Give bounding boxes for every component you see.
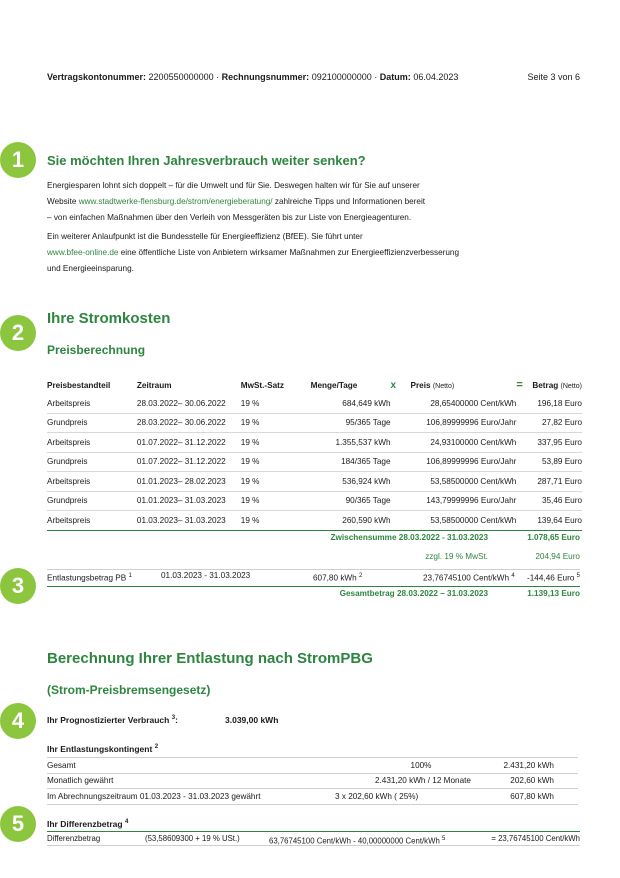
date-value: 06.04.2023 [413, 72, 459, 82]
energy-advice-link[interactable]: www.stadtwerke-flensburg.de/strom/energieberatung/ [78, 197, 273, 206]
forecast-label: Ihr Prognostizierter Verbrauch $^3$: [47, 715, 178, 725]
quota-table [47, 757, 578, 805]
bfee-link[interactable]: www.bfee-online.de [47, 248, 119, 257]
date-label: Datum: [379, 72, 411, 82]
vat-value: 204,94 Euro [535, 552, 580, 561]
table-row: Arbeitspreis 01.07.2022– 31.12.2022 19 % 1.355,537 kWh 24,93100000 Cent/kWh 337,95 Euro [47, 433, 582, 453]
subtotal-value: 1.078,65 Euro [527, 533, 580, 542]
table-row: Im Abrechnungszeitraum 01.03.2023 - 31.03.2023 gewährt 3 x 202,60 kWh ( 25%) 607,80 kWh [47, 789, 578, 805]
tips-paragraph-2: Ein weiterer Anlaufpunkt ist die Bundesstelle für Energieeffizienz (BfEE). Sie führt unter www.bfee-online.de eine öffentliche Liste von Anbietern wirksamer Maßnahmen zur Energieeffizienzverbesserung und Energieeinsparung. [47, 232, 460, 273]
table-row: Arbeitspreis 01.03.2023– 31.03.2023 19 % 260,590 kWh 53,58500000 Cent/kWh 139,64 Euro [47, 511, 582, 531]
table-row: Arbeitspreis 28.03.2022– 30.06.2022 19 % 684,649 kWh 28,65400000 Cent/kWh 196,18 Euro [47, 394, 582, 413]
step-badge-3: 3 [0, 568, 36, 604]
table-row: Grundpreis 01.01.2023– 31.03.2023 19 % 90/365 Tage 143,79999996 Euro/Jahr 35,46 Euro [47, 491, 582, 511]
invoice-number-value: 092100000000 [311, 72, 372, 82]
total-label: Gesamtbetrag 28.03.2022 – 31.03.2023 [339, 589, 488, 598]
table-row: Grundpreis 28.03.2022– 30.06.2022 19 % 95/365 Tage 106,89999996 Euro/Jahr 27,82 Euro [47, 413, 582, 433]
document-header [47, 72, 580, 82]
relief-quantity: 607,80 kWh $^2$ [313, 573, 363, 583]
difference-formula-1: (53,58609300 + 19 % USt.) [145, 834, 240, 843]
vat-label: zzgl. 19 % MwSt. [425, 552, 488, 561]
total-value: 1.139,13 Euro [527, 589, 580, 598]
difference-title: Ihr Differenzbetrag $^4$ [47, 819, 129, 829]
relief-period: 01.03.2023 - 31.03.2023 [161, 571, 251, 580]
col-equals: = [516, 379, 523, 391]
table-row: Grundpreis 01.07.2022– 31.12.2022 19 % 184/365 Tage 106,89999996 Euro/Jahr 53,89 Euro [47, 452, 582, 472]
table-row: Arbeitspreis 01.01.2023– 28.02.2023 19 % 536,924 kWh 53,58500000 Cent/kWh 287,71 Euro [47, 472, 582, 492]
difference-row [47, 831, 580, 846]
relief-price: 23,76745100 Cent/kWh $^4$ [423, 573, 515, 583]
account-number-value: 2200550000000 [148, 72, 214, 82]
difference-result: = 23,76745100 Cent/kWh [491, 834, 580, 843]
relief-label: Entlastungsbetrag PB $^1$ [47, 573, 132, 583]
table-row: Monatlich gewährt 2.431,20 kWh / 12 Monate 202,60 kWh [47, 773, 578, 789]
section-title-tips: Sie möchten Ihren Jahresverbrauch weiter senken? [47, 153, 366, 168]
col-price: Preis (Netto) [410, 380, 455, 390]
page-number: Seite 3 von 6 [527, 72, 580, 82]
step-badge-4: 4 [0, 703, 36, 739]
section-subtitle-pricing: Preisberechnung [47, 343, 146, 357]
col-component: Preisbestandteil [47, 380, 111, 390]
col-amount: Betrag (Netto) [532, 380, 582, 390]
step-badge-1: 1 [0, 142, 36, 178]
step-badge-5: 5 [0, 806, 36, 842]
section-title-relief: Berechnung Ihrer Entlastung nach StromPBG [47, 650, 373, 667]
price-table-header [47, 376, 582, 394]
col-times: x [390, 379, 397, 391]
account-number-label: Vertragskontonummer: [47, 72, 147, 82]
invoice-number-label: Rechnungsnummer: [221, 72, 310, 82]
section-title-costs: Ihre Stromkosten [47, 310, 171, 327]
difference-formula-2: 63,76745100 Cent/kWh - 40,00000000 Cent/kWh $^5$ [269, 836, 446, 846]
col-period: Zeitraum [136, 380, 172, 390]
section-subtitle-law: (Strom-Preisbremsengesetz) [47, 683, 211, 697]
quota-title: Ihr Entlastungskontingent $^2$ [47, 744, 159, 754]
relief-row [47, 569, 580, 587]
separator: · [374, 72, 378, 82]
price-table [47, 376, 582, 531]
table-row: Gesamt 100% 2.431,20 kWh [47, 758, 578, 774]
col-vat: MwSt.-Satz [240, 380, 284, 390]
relief-amount: -144,46 Euro $^5$ [527, 573, 580, 583]
subtotal-label: Zwischensumme 28.03.2022 - 31.03.2023 [330, 533, 488, 542]
col-quantity: Menge/Tage [310, 380, 358, 390]
separator: · [216, 72, 220, 82]
tips-paragraph-1: Energiesparen lohnt sich doppelt – für die Umwelt und für Sie. Deswegen halten wir für Sie auf unserer Website www.stadtwerke-flensburg.de/strom/energieberatung/ zahlreiche Tipps und Informationen bereit – von einfachen Maßnahmen über den Verleih von Messgeräten bis zur Liste von Energieagenturen. [47, 181, 426, 222]
difference-label: Differenzbetrag [47, 834, 101, 843]
forecast-value: 3.039,00 kWh [225, 715, 279, 725]
step-badge-2: 2 [0, 315, 36, 351]
